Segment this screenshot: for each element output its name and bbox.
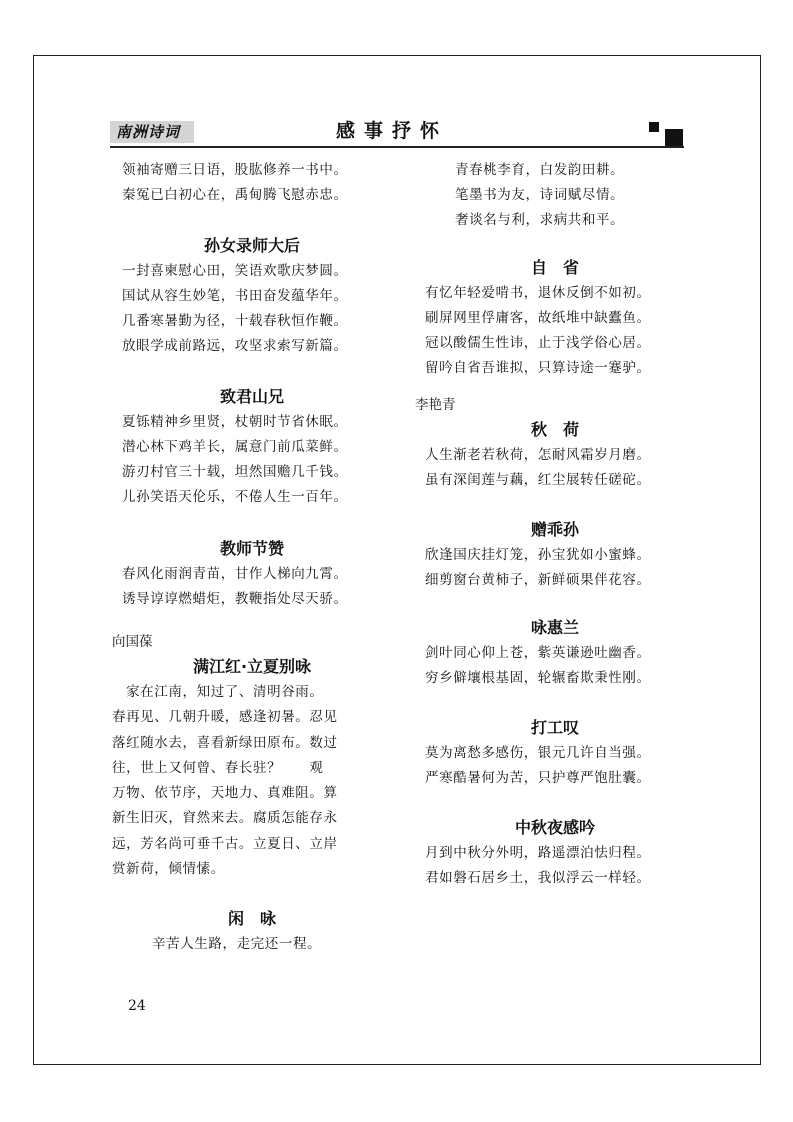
poem-line: 国试从容生妙笔，书田奋发蕴华年。 xyxy=(122,288,348,304)
poem-line: 冠以酸儒生性讳，止于浅学俗心居。 xyxy=(425,335,651,351)
decor-square-small xyxy=(649,122,659,132)
poem-line: 游刃村官三十载，坦然国赡几千钱。 xyxy=(122,464,348,480)
poem-title: 中秋夜感吟 xyxy=(514,818,595,837)
poem-line: 刷屏网里俘庸客，故纸堆中缺蠹鱼。 xyxy=(425,310,651,326)
prose-line: 落红随水去，喜看新绿田原布。数过 xyxy=(112,734,338,751)
decor-square-large xyxy=(665,129,683,146)
prose-line: 远，芳名尚可垂千古。立夏日、立岸 xyxy=(112,835,338,852)
section-tag: 南洲诗词 xyxy=(110,121,194,143)
poem-line: 秦冤已白初心在，禹甸腾飞慰赤忠。 xyxy=(122,187,348,203)
poem-line: 虽有深闺莲与藕，红尘展转任磋砣。 xyxy=(425,472,651,488)
poem-line: 奢谈名与利，求病共和平。 xyxy=(455,212,625,228)
prose-line: 家在江南，知过了、清明谷雨。 xyxy=(112,684,324,700)
poem-title: 教师节赞 xyxy=(219,539,284,558)
header-rule xyxy=(110,146,684,148)
poem-line: 一封喜柬慰心田，笑语欢歌庆梦圆。 xyxy=(122,263,348,279)
poem-line: 有忆年轻爱啃书，退休反倒不如初。 xyxy=(425,285,651,301)
left-column xyxy=(112,158,392,957)
prose-line: 新生旧灭，窅然来去。腐质怎能存永 xyxy=(112,810,338,827)
column-title: 感事抒怀 xyxy=(336,120,449,142)
prose-line: 万物、依节序，天地力、真难阻。算 xyxy=(112,785,338,802)
poem-title: 满江红·立夏别咏 xyxy=(192,657,312,676)
poem-title: 闲 咏 xyxy=(227,909,276,929)
poem-line: 笔墨书为友，诗词赋尽情。 xyxy=(455,187,625,203)
poem-line: 穷乡僻壤根基固，轮辗畜欺秉性刚。 xyxy=(425,670,651,686)
poem-line: 儿孙笑语天伦乐，不倦人生一百年。 xyxy=(122,489,348,505)
poem-title: 致君山兄 xyxy=(219,387,284,406)
poem-line: 辛苦人生路，走完还一程。 xyxy=(152,936,322,953)
poem-line: 放眼学成前路远，攻坚求索写新篇。 xyxy=(122,338,348,354)
author-name: 向国葆 xyxy=(112,634,153,650)
poem-line: 剑叶同心仰上苍，紫英谦逊吐幽香。 xyxy=(425,645,651,661)
poem-line: 春风化雨润青苗，甘作人梯向九霄。 xyxy=(122,566,348,582)
prose-line: 往，世上又何曾、春长驻？ 观 xyxy=(112,759,324,776)
poem-line: 领袖寄赠三日语，股肱修养一书中。 xyxy=(122,162,348,178)
page-number: 24 xyxy=(128,998,146,1014)
prose-line: 赏新荷，倾情愫。 xyxy=(112,861,225,878)
poem-title: 秋 荷 xyxy=(530,420,579,439)
poem-line: 莫为离愁多感伤，银元几许自当强。 xyxy=(425,745,651,761)
poem-title: 赠乖孙 xyxy=(530,520,579,539)
poem-line: 青春桃李育，白发韵田耕。 xyxy=(455,162,625,178)
right-column xyxy=(415,158,695,891)
poem-line: 潜心林下鸡羊长，属意门前瓜菜鲜。 xyxy=(122,439,348,455)
poem-line: 几番寒暑勤为径，十载春秋恒作鞭。 xyxy=(122,313,348,329)
poem-line: 月到中秋分外明，路遥漂泊怯归程。 xyxy=(425,845,651,861)
poem-title: 咏惠兰 xyxy=(530,618,579,637)
poem-line: 欣逢国庆挂灯笼，孙宝犹如小蜜蜂。 xyxy=(425,547,651,563)
author-name: 李艳青 xyxy=(415,397,456,413)
poem-title: 打工叹 xyxy=(530,718,579,737)
poem-line: 细剪窗台黄柿子，新鲜硕果伴花容。 xyxy=(425,572,651,588)
poem-title: 自 省 xyxy=(530,258,579,277)
poem-line: 留吟自省吾谁拟，只算诗途一蹇驴。 xyxy=(425,360,651,376)
poem-line: 人生渐老若秋荷，怎耐风霜岁月磨。 xyxy=(425,447,651,463)
poem-title: 孙女录师大后 xyxy=(203,236,300,255)
poem-line: 严寒酷暑何为苦，只护尊严饱肚囊。 xyxy=(425,770,651,786)
prose-line: 春再见、几朝升暖，感逢初暑。忍见 xyxy=(112,709,338,726)
poem-line: 夏铄精神乡里贤，杖朝时节省休眠。 xyxy=(122,414,348,430)
poem-line: 诱导谆谆燃蜡炬，教鞭指处尽天骄。 xyxy=(122,591,348,607)
poem-line: 君如磐石居乡土，我似浮云一样轻。 xyxy=(425,870,651,886)
